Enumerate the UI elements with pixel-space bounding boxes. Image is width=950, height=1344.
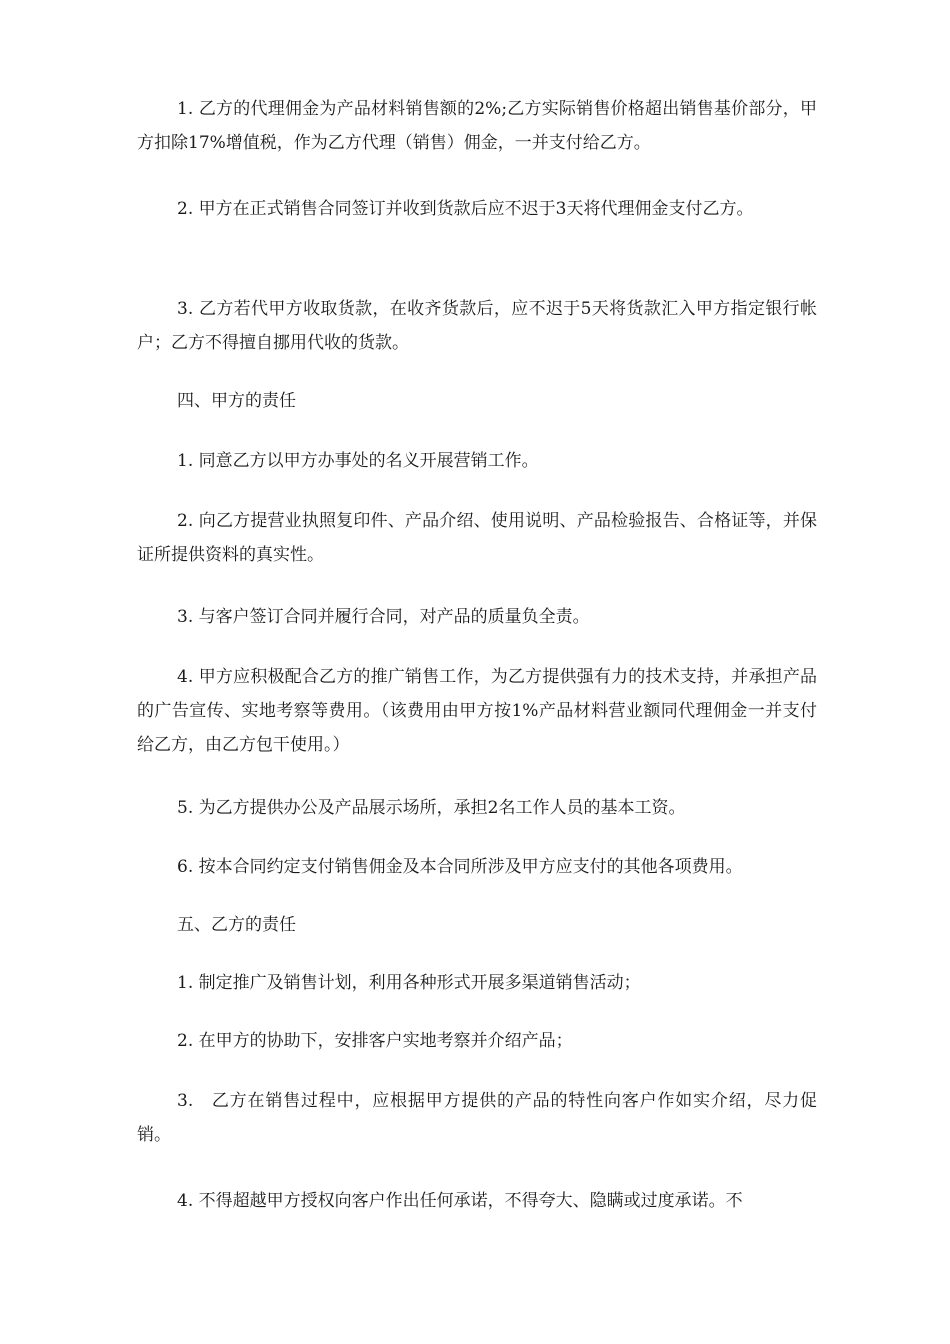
paragraph-party-a-1: 1. 同意乙方以甲方办事处的名义开展营销工作。 — [177, 451, 539, 471]
section-heading-party-b: 五、乙方的责任 — [177, 915, 296, 935]
section-heading-party-a: 四、甲方的责任 — [177, 391, 296, 411]
paragraph-party-a-5: 5. 为乙方提供办公及产品展示场所，承担2名工作人员的基本工资。 — [177, 798, 686, 818]
paragraph-commission-payment: 2. 甲方在正式销售合同签订并收到货款后应不迟于3天将代理佣金支付乙方。 — [177, 199, 754, 219]
paragraph-party-b-2: 2. 在甲方的协助下，安排客户实地考察并介绍产品； — [177, 1031, 573, 1051]
paragraph-party-b-4: 4. 不得超越甲方授权向客户作出任何承诺，不得夸大、隐瞒或过度承诺。不 — [177, 1191, 743, 1211]
paragraph-payment-collection: 3. 乙方若代甲方收取货款，在收齐货款后，应不迟于5天将货款汇入甲方指定银行帐户；乙方不得擅自挪用代收的货款。 — [137, 299, 817, 353]
paragraph-party-a-6: 6. 按本合同约定支付销售佣金及本合同所涉及甲方应支付的其他各项费用。 — [177, 857, 743, 877]
paragraph-party-b-1: 1. 制定推广及销售计划，利用各种形式开展多渠道销售活动； — [177, 973, 641, 993]
paragraph-party-a-3: 3. 与客户签订合同并履行合同，对产品的质量负全责。 — [177, 607, 590, 627]
paragraph-commission-rate: 1. 乙方的代理佣金为产品材料销售额的2%;乙方实际销售价格超出销售基价部分，甲方扣除17%增值税，作为乙方代理（销售）佣金，一并支付给乙方。 — [137, 99, 817, 153]
paragraph-party-b-3: 3. 乙方在销售过程中，应根据甲方提供的产品的特性向客户作如实介绍，尽力促销。 — [137, 1091, 817, 1145]
paragraph-party-a-4: 4. 甲方应积极配合乙方的推广销售工作，为乙方提供强有力的技术支持，并承担产品的广告宣传、实地考察等费用。（该费用由甲方按1%产品材料营业额同代理佣金一并支付给乙方，由乙方包干使用。） — [137, 667, 817, 755]
paragraph-party-a-2: 2. 向乙方提营业执照复印件、产品介绍、使用说明、产品检验报告、合格证等，并保证所提供资料的真实性。 — [137, 511, 817, 565]
